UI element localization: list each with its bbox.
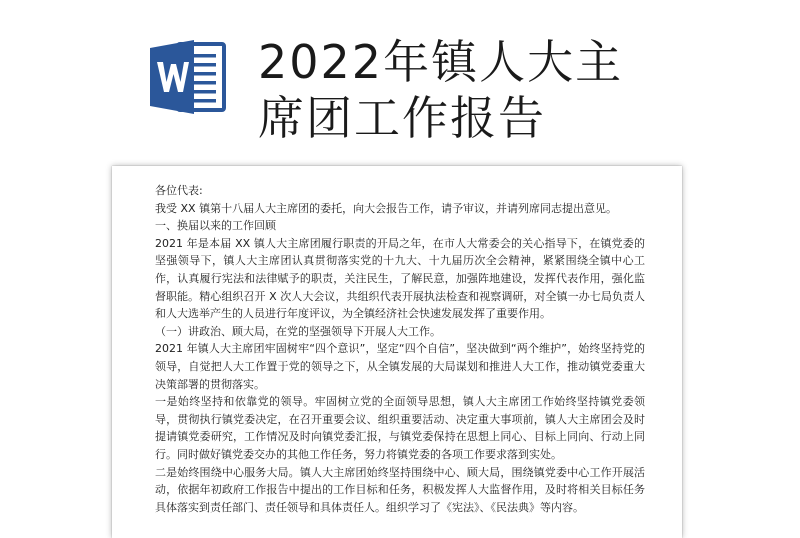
title-line-1: 2022年镇人大主 — [258, 35, 624, 89]
paragraph: 我受 XX 镇第十八届人大主席团的委托，向大会报告工作，请予审议，并请列席同志提出意见。 — [155, 201, 618, 215]
subsection-heading: （一）讲政治、顾大局，在党的坚强领导下开展人大工作。 — [155, 324, 441, 338]
document-title — [258, 34, 778, 146]
document-page-preview — [112, 166, 682, 538]
section-heading: 一、换届以来的工作回顾 — [155, 219, 276, 233]
title-line-2: 席团工作报告 — [258, 91, 546, 145]
paragraph: 2021 年镇人大主席团牢固树牢“四个意识”，坚定“四个自信”，坚决做到“两个维护”，始终坚持党的领导，自觉把人大工作置于党的领导之下，从全镇发展的大局谋划和推进人大工作，推动镇党委重大决策部署的贯彻落实。 — [155, 342, 645, 391]
document-body — [155, 182, 645, 516]
paragraph: 2021 年是本届 XX 镇人大主席团履行职责的开局之年，在市人大常委会的关心指导下，在镇党委的坚强领导下，镇人大主席团认真贯彻落实党的十九大、十九届历次全会精神，紧紧围绕全镇中心工作，认真履行宪法和法律赋予的职责，关注民生，了解民意，加强阵地建设，发挥代表作用，强化监督职能。精心组织召开 X 次人大会议，共组织代表开展执法检查和视察调研，对全镇一办七局负责人和人大选举产生的人员进行年度评议，为全镇经济社会快速发展发挥了重要作用。 — [155, 236, 645, 321]
paragraph: 二是始终围绕中心服务大局。镇人大主席团始终坚持围绕中心、顾大局，围绕镇党委中心工作开展活动，依据年初政府工作报告中提出的工作目标和任务，积极发挥人大监督作用，及时将相关目标任务具体落实到责任部门、责任领导和具体责任人。组织学习了《宪法》、《民法典》等内容。 — [155, 465, 645, 514]
paragraph-salutation: 各位代表: — [155, 184, 203, 197]
paragraph: 一是始终坚持和依靠党的领导。牢固树立党的全面领导思想，镇人大主席团工作始终坚持镇党委领导，贯彻执行镇党委决定，在召开重要会议、组织重要活动、决定重大事项前，镇人大主席团会及时提请镇党委研究，工作情况及时向镇党委汇报，与镇党委保持在思想上同心、目标上同向、行动上同行。同时做好镇党委交办的其他工作任务，努力将镇党委的各项工作要求落到实处。 — [155, 395, 645, 461]
word-icon — [148, 36, 230, 118]
